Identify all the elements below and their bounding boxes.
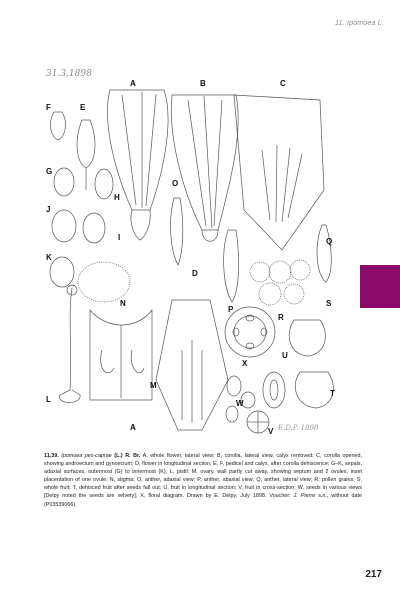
running-head [335, 20, 384, 27]
figure-e-calyx [77, 120, 95, 190]
label-g: G [46, 167, 53, 176]
label-h: H [114, 193, 120, 202]
label-a: A [130, 79, 136, 88]
label-d: D [192, 269, 198, 278]
figure-f-bud [51, 112, 66, 140]
figure-p-anther [224, 230, 239, 302]
running-head-text: 11. Ipomoea L. [335, 20, 384, 27]
page-number: 217 [365, 569, 382, 580]
botanical-plate [32, 50, 352, 442]
handwritten-date: 31.3.1898 [46, 69, 92, 79]
label-o: O [172, 179, 179, 188]
figure-b-corolla [171, 95, 238, 230]
figure-n-stigma [78, 262, 130, 302]
figure-s-fruit [289, 320, 325, 356]
label-n: N [120, 299, 126, 308]
caption-voucher-rest: , without date (P03539066). [44, 493, 362, 508]
chapter-thumb-tab [360, 265, 400, 308]
label-j: J [46, 205, 51, 214]
label-i: I [118, 233, 121, 242]
label-c: C [280, 79, 286, 88]
label-e: E [80, 103, 86, 112]
label-v: V [268, 427, 274, 436]
figure-q-anther [317, 225, 331, 282]
figure-c-opened-corolla [234, 95, 324, 250]
label-u: U [282, 351, 288, 360]
figure-r-pollen [250, 262, 270, 282]
figure-a-flower [107, 90, 168, 210]
label-s: S [326, 299, 332, 308]
label-a-bottom: A [130, 423, 136, 432]
figure-i-sepal [83, 213, 105, 243]
caption-authority: (L.) R. Br. [114, 453, 141, 459]
caption-number: 11.39. [44, 453, 59, 459]
figure-g-sepal [54, 168, 74, 196]
figure-t-dehisced-fruit [295, 372, 333, 408]
figure-w-seeds [227, 376, 241, 396]
label-k: K [46, 253, 52, 262]
label-p: P [228, 305, 234, 314]
label-b: B [200, 79, 206, 88]
figure-u-fruit-section [263, 372, 285, 408]
figure-caption [44, 452, 362, 509]
label-t: T [330, 389, 335, 398]
artist-signature: E.D.P. 1898 [278, 424, 319, 432]
label-x: X [242, 359, 248, 368]
figure-o-anther [171, 198, 183, 265]
label-r: R [278, 313, 284, 322]
figure-h-sepal [95, 169, 113, 199]
figure-j-sepal [52, 210, 76, 242]
plate-drawing [32, 50, 352, 442]
figure-k-sepal [50, 257, 74, 287]
caption-voucher: J. Pierre s.n. [293, 493, 327, 500]
caption-body: A, whole flower, lateral view; B, corolla, lateral view, calyx removed; C, corolla opened, showing androecium and gynoecium; D, flower in longitudinal section; E, F, pedicel and calyx, after corolla dehiscence; G–K, sepals, adaxial surfaces, outermost (G) to innermost (K); L, pistil; M, ovary, wall partly cut away, showing septum and 2 ovules, inset placentation of one ovule; N, stigma; O, anther, adaxial view; P, anther, abaxial view; Q, anther, lateral view; R, pollen grains; S, whole fruit; T, dehisced fruit after seeds fall out; U, fruit in longitudinal section; V, fruit in cross-section; W, seeds in various views [Delpy noted the seeds are velvety]; X, floral diagram. Drawn by E. Delpy, July 1898. Voucher: [44, 453, 362, 500]
label-m: M [150, 381, 157, 390]
caption-species: Ipomoea pes-caprae [61, 453, 112, 459]
label-l: L [46, 395, 51, 404]
figure-x-floral-diagram [225, 307, 275, 357]
label-q: Q [326, 237, 333, 246]
figure-l-pistil [60, 288, 81, 403]
label-w: W [236, 399, 244, 408]
label-f: F [46, 103, 51, 112]
